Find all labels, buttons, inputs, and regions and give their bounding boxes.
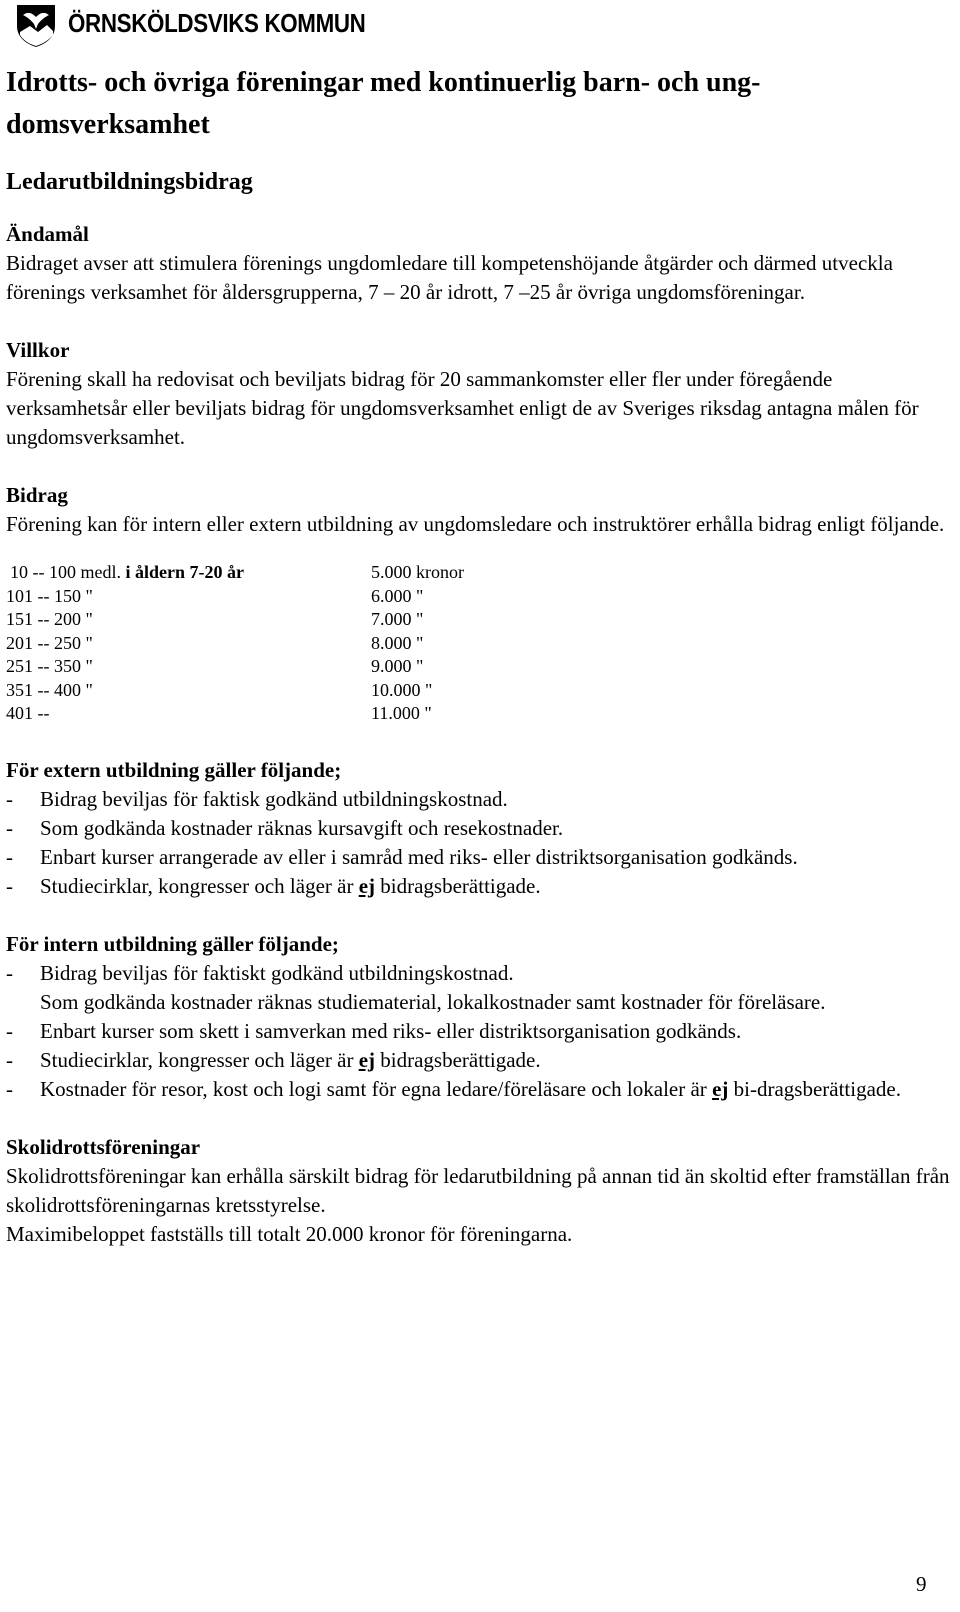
fee-amount: 9.000 " bbox=[371, 656, 424, 676]
emphasis-ej: ej bbox=[358, 1047, 376, 1072]
fee-range: 351 -- 400 " bbox=[6, 679, 93, 700]
list-dash: - bbox=[6, 873, 13, 898]
list-item-text: Som godkända kostnader räknas studiematerial, lokalkostnader samt kostnader för föreläsare. bbox=[40, 989, 826, 1014]
list-item-text: Enbart kurser arrangerade av eller i samråd med riks- eller distriktsorganisation godkänds. bbox=[40, 844, 798, 869]
list-item-text: bidragsberättigade. bbox=[380, 1047, 541, 1072]
intern-heading: För intern utbildning gäller följande; bbox=[6, 931, 339, 956]
list-item bbox=[6, 872, 951, 901]
brand-name: ÖRNSKÖLDSVIKS KOMMUN bbox=[68, 8, 366, 38]
emphasis-ej: ej bbox=[712, 1076, 729, 1101]
municipal-crest-icon bbox=[14, 2, 58, 48]
list-item-text: Bidrag beviljas för faktiskt godkänd utbildningskostnad. bbox=[40, 960, 514, 985]
list-dash: - bbox=[6, 1076, 13, 1101]
villkor-text: Förening skall ha redovisat och beviljats bidrag för 20 sammankomster eller fler under föregående verksamhetsår eller beviljats bidrag för ungdomsverksamhet enligt de av Sveriges riksdag antagna målen för ungdomsverksamhet. bbox=[6, 367, 919, 449]
list-item bbox=[6, 814, 951, 843]
list-item-text: Bidrag beviljas för faktisk godkänd utbildningskostnad. bbox=[40, 786, 508, 811]
list-item-text: bidragsberättigade. bbox=[380, 873, 541, 898]
list-item-text: Kostnader för resor, kost och logi samt för egna ledare/föreläsare och lokaler är bbox=[40, 1076, 707, 1101]
andamal-heading: Ändamål bbox=[6, 222, 89, 246]
fee-row bbox=[6, 655, 951, 679]
section-bidrag bbox=[6, 481, 951, 539]
bidrag-text: Förening kan för intern eller extern utbildning av ungdomsledare och instruktörer erhålla bidrag enligt följande. bbox=[6, 512, 945, 536]
fee-range: 101 -- 150 " bbox=[6, 585, 93, 606]
list-item-text: Studiecirklar, kongresser och läger är bbox=[40, 873, 354, 898]
fee-amount: 6.000 " bbox=[371, 585, 424, 606]
fee-amount: 8.000 " bbox=[371, 632, 424, 653]
list-item bbox=[6, 785, 951, 814]
list-item-text: Studiecirklar, kongresser och läger är bbox=[40, 1047, 354, 1072]
fee-row bbox=[6, 608, 951, 632]
villkor-heading: Villkor bbox=[6, 338, 70, 362]
fee-range: 251 -- 350 " bbox=[6, 656, 93, 676]
fee-amount: 7.000 " bbox=[371, 609, 424, 629]
fee-row bbox=[6, 585, 951, 609]
document-body bbox=[6, 62, 951, 1249]
fee-range: 201 -- 250 " bbox=[6, 632, 93, 653]
list-item bbox=[6, 1046, 951, 1075]
skol-heading: Skolidrottsföreningar bbox=[6, 1134, 201, 1159]
list-item-text: Enbart kurser som skett i samverkan med riks- eller distriktsorganisation godkänds. bbox=[40, 1018, 742, 1043]
document-subtitle: Ledarutbildningsbidrag bbox=[6, 169, 253, 195]
skol-text: Skolidrottsföreningar kan erhålla särskilt bidrag för ledarutbildning på annan tid än skoltid efter framställan från skolidrottsföreningarnas kretsstyrelse. bbox=[6, 1163, 950, 1217]
fee-range: 151 -- 200 " bbox=[6, 609, 93, 629]
bidrag-heading: Bidrag bbox=[6, 483, 68, 507]
fee-amount: 11.000 " bbox=[371, 703, 432, 723]
fee-amount: 10.000 " bbox=[371, 679, 433, 700]
section-andamal bbox=[6, 220, 951, 307]
extern-heading: För extern utbildning gäller följande; bbox=[6, 757, 342, 782]
list-item-text: Som godkända kostnader räknas kursavgift och resekostnader. bbox=[40, 815, 564, 840]
page-number: 9 bbox=[916, 1572, 927, 1596]
fee-row bbox=[6, 702, 951, 726]
section-skolidrott bbox=[6, 1133, 951, 1249]
list-dash: - bbox=[6, 960, 13, 985]
fee-range: 401 -- bbox=[6, 703, 50, 723]
page-title: Idrotts- och övriga föreningar med kontinuerlig barn- och ung-domsverksamhet bbox=[6, 67, 761, 140]
page-header bbox=[14, 2, 366, 48]
list-dash: - bbox=[6, 1018, 13, 1043]
list-item bbox=[6, 959, 951, 1017]
age-group-label: i åldern 7-20 år bbox=[125, 562, 244, 582]
section-villkor bbox=[6, 336, 951, 452]
list-dash: - bbox=[6, 786, 13, 811]
list-dash: - bbox=[6, 844, 13, 869]
fee-row bbox=[6, 679, 951, 703]
list-item bbox=[6, 1017, 951, 1046]
fee-table bbox=[6, 561, 951, 726]
list-dash: - bbox=[6, 815, 13, 840]
fee-range-text: 10 -- 100 medl. bbox=[10, 562, 121, 582]
section-extern bbox=[6, 756, 951, 901]
list-dash: - bbox=[6, 1047, 13, 1072]
fee-amount: 5.000 kronor bbox=[371, 562, 464, 582]
list-item-text: bi-dragsberättigade. bbox=[733, 1076, 901, 1101]
list-item bbox=[6, 1075, 951, 1104]
fee-row bbox=[6, 632, 951, 656]
skol-max-amount: Maximibeloppet fastställs till totalt 20.000 kronor för föreningarna. bbox=[6, 1221, 573, 1246]
fee-range bbox=[10, 561, 244, 585]
section-intern bbox=[6, 930, 951, 1104]
fee-row bbox=[6, 561, 951, 585]
emphasis-ej: ej bbox=[358, 873, 376, 898]
list-item bbox=[6, 843, 951, 872]
andamal-text: Bidraget avser att stimulera förenings ungdomledare till kompetenshöjande åtgärder och därmed utveckla förenings verksamhet för åldersgrupperna, 7 – 20 år idrott, 7 –25 år övriga ungdomsföreningar. bbox=[6, 251, 893, 304]
